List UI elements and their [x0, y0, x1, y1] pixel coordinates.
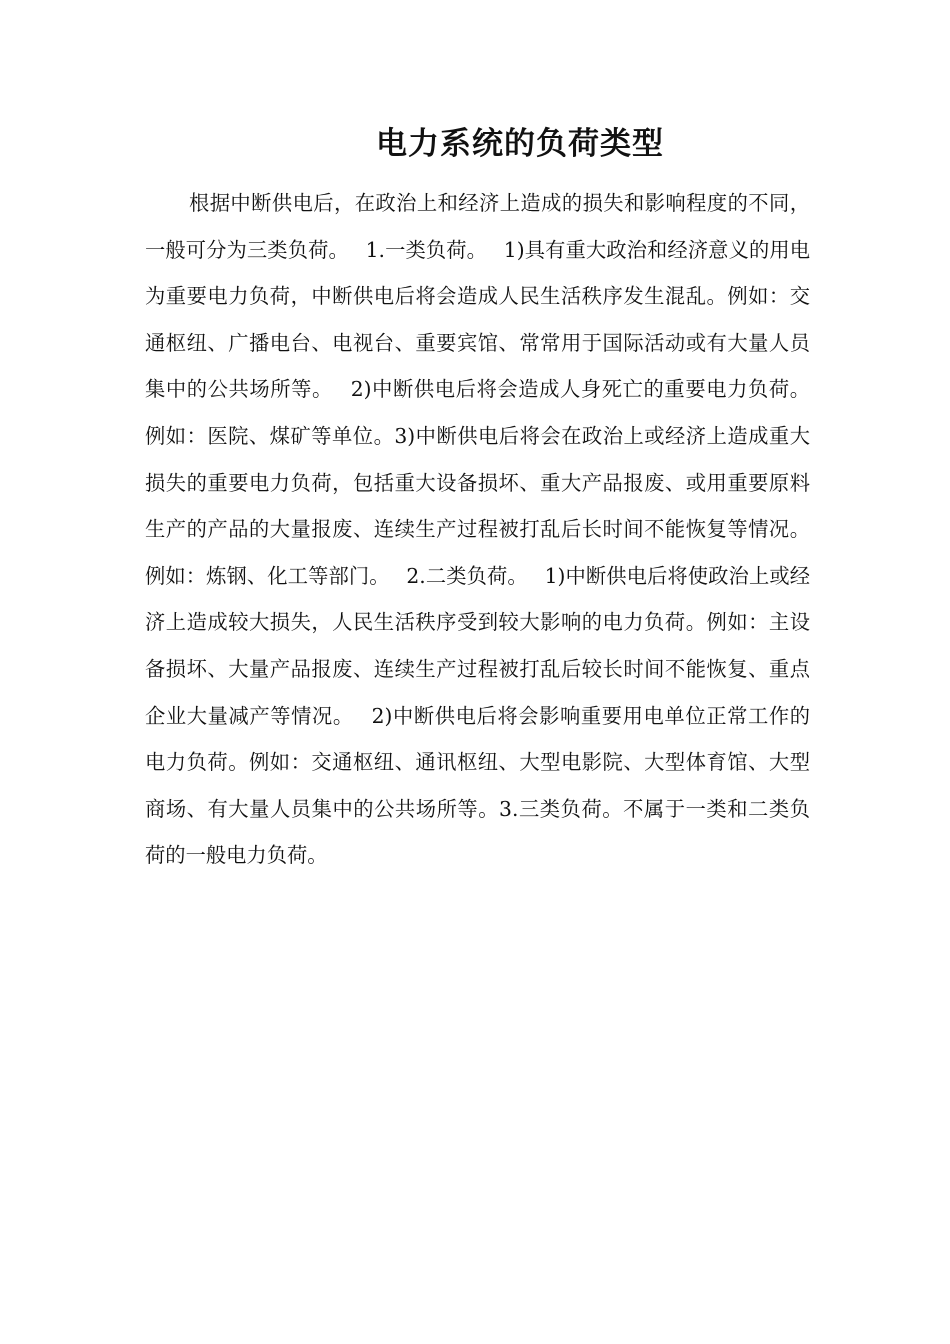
- document-title: 电力系统的负荷类型: [376, 126, 664, 162]
- document-body-paragraph: 根据中断供电后，在政治上和经济上造成的损失和影响程度的不同，一般可分为三类负荷。 1.一类负荷。 1)具有重大政治和经济意义的用电为重要电力负荷，中断供电后将会造成人民生活秩序发生混乱。例如：交通枢纽、广播电台、电视台、重要宾馆、常常用于国际活动或有大量人员集中的公共场所等。 2)中断供电后将会造成人身死亡的重要电力负荷。例如：医院、煤矿等单位。3)中断供电后将会在政治上或经济上造成重大损失的重要电力负荷，包括重大设备损坏、重大产品报废、或用重要原料生产的产品的大量报废、连续生产过程被打乱后长时间不能恢复等情况。例如：炼钢、化工等部门。 2.二类负荷。 1)中断供电后将使政治上或经济上造成较大损失，人民生活秩序受到较大影响的电力负荷。例如：主设备损坏、大量产品报废、连续生产过程被打乱后较长时间不能恢复、重点企业大量减产等情况。 2)中断供电后将会影响重要用电单位正常工作的电力负荷。例如：交通枢纽、通讯枢纽、大型电影院、大型体育馆、大型商场、有大量人员集中的公共场所等。3.三类负荷。不属于一类和二类负荷的一般电力负荷。: [145, 191, 810, 868]
